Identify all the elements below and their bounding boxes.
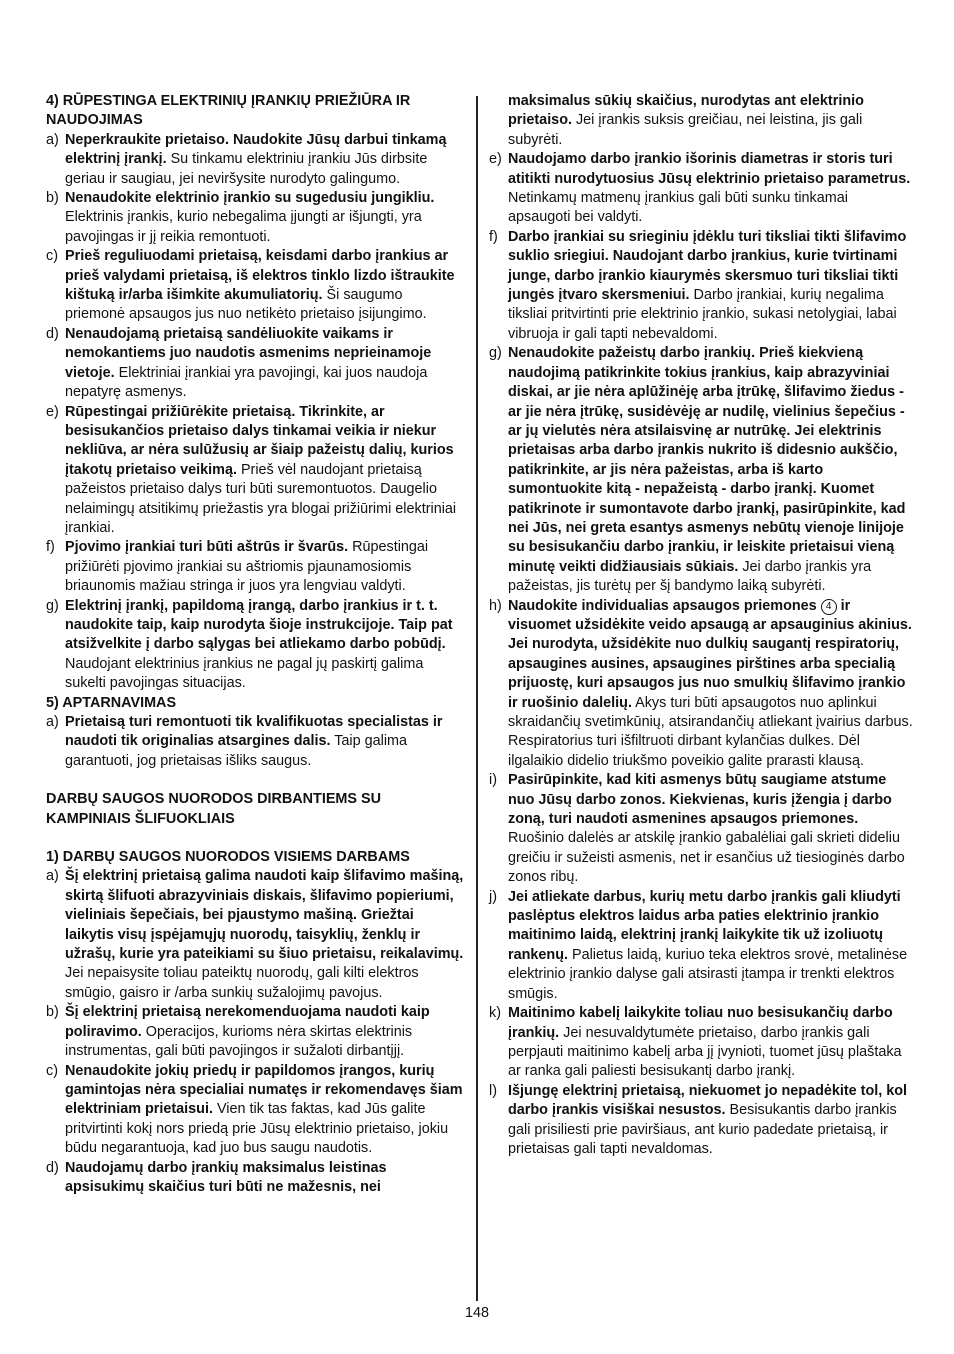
list-item: [489, 597, 913, 772]
list-item: [489, 888, 913, 1004]
left-column: [46, 92, 466, 1197]
item-text: Jei nesuvaldytumėte prietaiso, darbo įrankis gali perpjauti maitinimo kabelį arba jį įvynioti, tuomet jūsų plaštaka ar ranka gali paliesti besisukantį darbo įrankį.: [508, 1024, 902, 1080]
item-text: Su tinkamu elektriniu įrankiu Jūs dirbsite geriau ir saugiau, jei neviršysite nurodyto galingumo.: [65, 151, 428, 187]
item-letter: c): [46, 248, 58, 265]
item-letter: d): [46, 325, 59, 342]
item-text: Taip galima garantuoti, jog prietaisas išliks saugus.: [65, 733, 408, 769]
item-text: Ši saugumo priemonė apsaugos jus nuo netikėto prietaiso įsijungimo.: [65, 287, 427, 323]
item-bold: Darbo įrankiai su srieginiu įdėklu turi tiksliai tikti šlifavimo suklio sriegiui. Naudojant darbo įrankius, kurie tvirtinami junge, darbo įrankio kiaurymės skersmuo turi tiksliai tikti jungės įtvaro skersmeniui.: [508, 228, 907, 304]
item-letter: e): [489, 151, 502, 168]
item-bold: Elektrinį įrankį, papildomą įrangą, darbo įrankius ir t. t. naudokite taip, kaip nurodyta šioje instrukcijoje. Taip pat atsižvelkite į darbo sąlygas bei atliekamo darbo pobūdį.: [65, 597, 453, 653]
item-bold: Naudojamo darbo įrankio išorinis diametras ir storis turi atitikti nurodytuosius Jūsų elektrinio prietaiso parametrus.: [508, 151, 911, 187]
list-item: [46, 1159, 466, 1198]
item-text: Jei nepaisysite toliau pateiktų nuorodų, gali kilti elektros smūgio, gaisro ir /arba sunkių sužalojimų pavojus.: [65, 965, 419, 1001]
item-bold: Pasirūpinkite, kad kiti asmenys būtų saugiame atstume nuo Jūsų darbo zonos. Kiekvienas, kuris įžengia į darbo zoną, turi naudoti asmenines apsaugos priemones.: [508, 772, 892, 828]
item-bold: Jei atliekate darbus, kurių metu darbo įrankis gali kliudyti paslėptus elektros laidus arba paties elektrinio įrankio maitinimo laidą, elektrinį įrankį laikykite tik už izoliuotų rankenų.: [508, 888, 901, 963]
list-item: [46, 403, 466, 539]
item-letter: i): [489, 772, 497, 789]
list-item: [489, 344, 913, 596]
item-text: Vien tik tas faktas, kad Jūs galite pritvirtinti kokį nors priedą prie Jūsų elektrinio prietaiso, jokiu būdu negarantuoja, kad juo bus saugu naudotis.: [65, 1101, 449, 1157]
item-text: Akys turi būti apsaugotos nuo aplinkui skraidančių svetimkūnių, atsirandančių atliekant įvairius darbus. Respiratorius turi išfiltruoti dirbant kylančias dulkes. Dėl ilgalaikio didelio triukšmo poveikio galite prarasti klausą.: [508, 694, 913, 769]
item-letter: e): [46, 403, 59, 420]
item-bold: Šį elektrinį prietaisą galima naudoti kaip šlifavimo mašiną, skirtą šlifuoti abrazyviniais diskais, šlifavimo popieriumi, vieliniais šepečiais, bei pjaustymo mašiną. Griežtai laikytis visų įspėjamųjų nuorodų, taisyklių, ženklų ir užrašų, kurie yra pateikiami su šiuo prietaisu, reikalavimų.: [65, 868, 464, 963]
item-letter: h): [489, 597, 502, 614]
item-text: Palietus laidą, kuriuo teka elektros srovė, metalinėse elektrinio įrankio dalyse gali atsirasti įtampa ir trenkti elektros smūgis.: [508, 946, 908, 1002]
item-bold: Naudojamų darbo įrankių maksimalus leistinas apsisukimų skaičius turi būti ne mažesnis, nei: [65, 1159, 387, 1195]
item-bold: Nenaudokite jokių priedų ir papildomos įrangos, kurių gamintojas nėra specialiai numatęs ir rekomendavęs šiam elektriniam prietaisui.: [65, 1062, 463, 1118]
item-text: Elektriniai įrankiai yra pavojingi, kai juos naudoja nepatyrę asmenys.: [65, 364, 428, 401]
item-bold-lead: Naudokite individualias apsaugos priemones: [508, 597, 821, 614]
item-text: Jei darbo įrankis yra pažeistas, jis turėtų per šį bandymo laiką subyrėti.: [508, 558, 872, 595]
item-bold: Maitinimo kabelį laikykite toliau nuo besisukančių darbo įrankių.: [508, 1005, 893, 1041]
list-item: [46, 247, 466, 325]
list-item: [46, 1003, 466, 1061]
heading-service: 5) APTARNAVIMAS: [46, 694, 177, 711]
item-bold: Nenaudokite elektrinio įrankio su sugedusiu jungikliu.: [65, 190, 435, 207]
item-bold: Pjovimo įrankiai turi būti aštrūs ir švarūs.: [65, 539, 349, 556]
general-safety-list: [46, 867, 466, 1197]
service-list: [46, 713, 466, 771]
item-bold: Šį elektrinį prietaisą nerekomenduojama naudoti kaip poliravimo.: [65, 1004, 430, 1040]
list-item: [46, 131, 466, 189]
item-text: Ruošinio dalelės ar atskilę įrankio gabalėliai gali skrieti dideliu greičiu ir sužeisti asmenis, net ir esančius už tiesioginės darbo zonos ribų.: [508, 830, 905, 886]
item-text: Prieš vėl naudojant prietaisą pažeistos prietaiso dalys turi būti suremontuotos. Daugelio nelaimingų atsitikimų priežastis yra blogai prižiūrimi elektriniai įrankiai.: [65, 461, 457, 536]
item-bold: Neperkraukite prietaiso. Naudokite Jūsų darbui tinkamą elektrinį įrankį.: [65, 131, 447, 168]
item-letter: j): [489, 888, 497, 905]
list-item: [46, 189, 466, 247]
list-item: [489, 1082, 913, 1160]
list-item: [489, 150, 913, 228]
item-bold: Prietaisą turi remontuoti tik kvalifikuotas specialistas ir naudoti tik originalias atsargines dalis.: [65, 714, 443, 750]
list-item: [489, 771, 913, 887]
list-item: [489, 1004, 913, 1082]
page-number: 148: [464, 1305, 489, 1321]
maintenance-list: [46, 131, 466, 694]
list-item: [489, 228, 913, 344]
item-text: Besisukantis darbo įrankis gali prisiliesti prie paviršiaus, ant kurio padedate prietaisą, ir prietaisas gali tapti nevaldomas.: [508, 1102, 897, 1157]
list-item: [46, 867, 466, 1003]
item-text: Darbo įrankiai, kurių negalima tiksliai pritvirtinti prie elektrinio įrankio, sukasi netolygiai, labai vibruoja ir gali tapti nebevaldomi.: [508, 287, 897, 342]
item-letter: f): [489, 228, 498, 245]
item-text: Operacijos, kurioms nėra skirtas elektrinis instrumentas, gali būti pavojingos ir sužaloti dirbantįjį.: [65, 1023, 413, 1060]
item-bold: Nenaudojamą prietaisą sandėliuokite vaikams ir nemokantiems juo naudotis asmenims neprieinamoje vietoje.: [65, 325, 432, 381]
item-letter: b): [46, 190, 59, 207]
item-letter: c): [46, 1062, 58, 1079]
item-letter: d): [46, 1159, 59, 1176]
item-letter: g): [489, 345, 502, 362]
item-text: Netinkamų matmenų įrankius gali būti sunku tinkamai apsaugoti bei valdyti.: [508, 190, 848, 226]
item-letter: g): [46, 597, 59, 614]
circled-number-icon: 4: [821, 599, 837, 615]
item-text: Elektrinis įrankis, kurio nebegalima įjungti ar išjungti, yra pavojingas ir jį reikia remontuoti.: [65, 209, 422, 245]
list-item: [46, 597, 466, 694]
item-bold: ir visuomet užsidėkite veido apsaugą ar apsauginius akinius. Jei nurodyta, užsidėkite nuo dulkių saugantį respiratorių, apsaugines ausines, apsaugines pirštines arba specialią prijuostę, kuri apsaugos jus nuo smulkių šlifavimo įrankio ir ruošinio dalelių.: [508, 597, 912, 711]
list-item: [46, 325, 466, 403]
item-letter: k): [489, 1005, 501, 1022]
item-bold: Nenaudokite pažeistų darbo įrankių. Prieš kiekvieną naudojimą patikrinkite tokius įrankius, kaip abrazyviniai diskai, ar jie nėra aplūžinėję arba įtrūkę, šlifavimo žiedus - ar jie nėra įtrūkę, susidėvėję ar nudilę, vielinius šepečius - ar jų vielutės nėra atsilaisvinę ar nutrūkę. Jei elektrinis prietaisas arba darbo įrankis nukrito iš didesnio aukščio, patikrinkite, ar jis nėra pažeistas, arba iš karto sumontuokite kitą - nepažeistą - darbo įrankį. Kuomet patikrinote ir sumontavote darbo įrankį, pasirūpinkite, kad nei Jūs, nei greta esantys asmenys nebūtų vienoje linijoje su besisukančiu darbo įrankiu, ir leiskite prietaisui vieną minutę veikti didžiausiais sūkiais.: [508, 345, 906, 575]
item-letter: f): [46, 539, 55, 556]
heading-general-safety: 1) DARBŲ SAUGOS NUORODOS VISIEMS DARBAMS: [46, 849, 410, 866]
heading-maintenance: 4) RŪPESTINGA ELEKTRINIŲ ĮRANKIŲ PRIEŽIŪRA IR NAUDOJIMAS: [46, 93, 411, 129]
list-item: [46, 538, 466, 596]
column-divider: [476, 96, 478, 1301]
item-text: Naudojant elektrinius įrankius ne pagal jų paskirtį galima sukelti pavojingas situacijas.: [65, 655, 424, 692]
item-letter: a): [46, 868, 59, 885]
right-column: [489, 92, 913, 1159]
item-bold: Prieš reguliuodami prietaisą, keisdami darbo įrankius ar prieš valydami prietaisą, iš elektros tinklo lizdo ištraukite kištuką ir/arba išimkite akumuliatorių.: [65, 248, 455, 304]
item-bold: Rūpestingai prižiūrėkite prietaisą. Tikrinkite, ar besisukančios prietaiso dalys tinkamai veikia ir niekur nekliūva, ar nėra sulūžusių ar šiaip pažeistų dalių, kurios įtakotų prietaiso veikimą.: [65, 403, 454, 478]
item-bold: Išjungę elektrinį prietaisą, niekuomet jo nepadėkite tol, kol darbo įrankis visiškai nesustos.: [508, 1082, 908, 1119]
list-item: [46, 1062, 466, 1159]
section-title: DARBŲ SAUGOS NUORODOS DIRBANTIEMS SU KAMPINIAIS ŠLIFUOKLIAIS: [46, 791, 381, 827]
item-letter: b): [46, 1004, 59, 1021]
item-letter: a): [46, 714, 59, 730]
list-item-continuation: maksimalus sūkių skaičius, nurodytas ant elektrinio prietaiso. Jei įrankis suksis greičiau, nei leistina, jis gali subyrėti.: [508, 93, 864, 148]
list-item: [46, 713, 466, 771]
item-letter: l): [489, 1082, 497, 1099]
item-letter: a): [46, 131, 59, 148]
safety-list-continued: [489, 150, 913, 1159]
item-text: Rūpestingai prižiūrėti pjovimo įrankiai su aštriomis pjaunamosiomis briaunomis mažiau stringa ir juos yra lengviau valdyti.: [65, 539, 429, 595]
